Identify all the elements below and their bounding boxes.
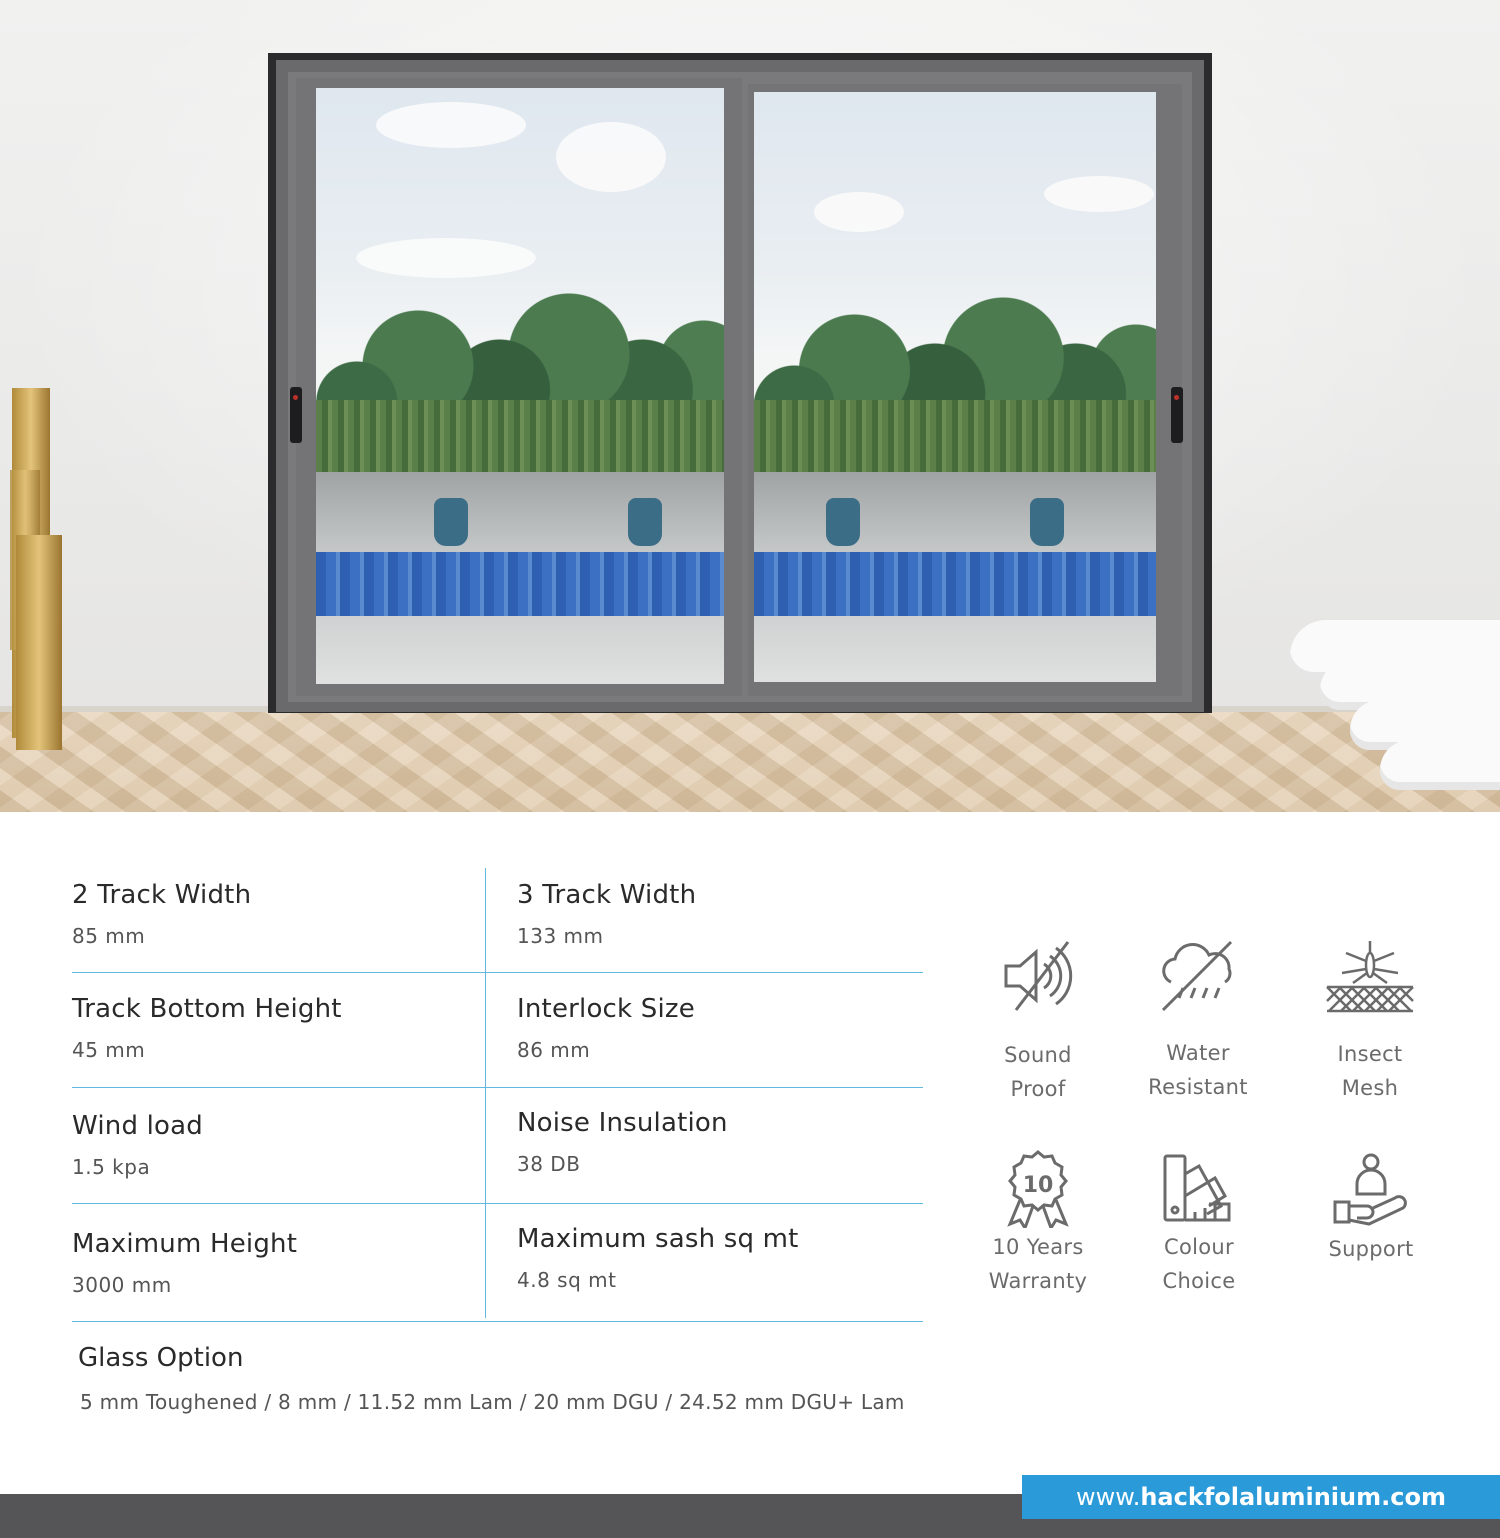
warranty-badge-icon [1000,1148,1076,1228]
feature-warranty [958,1148,1118,1298]
spec-value: 85 mm [72,924,146,948]
column-divider [485,868,486,1318]
spec-value: 45 mm [72,1038,146,1062]
cloud [376,102,526,148]
spec-label: 2 Track Width [72,880,252,910]
cloud [1044,176,1154,212]
spec-track-bottom-height [72,994,342,1062]
sound-proof-icon [998,940,1078,1012]
garden-wall [316,472,724,552]
row-divider [72,1321,923,1322]
spec-value: 38 DB [517,1152,581,1176]
spec-wind-load [72,1111,203,1179]
spec-2-track-width [72,880,251,948]
pool-deck [316,616,724,684]
pool-deck [754,616,1156,682]
spec-value: 86 mm [517,1038,591,1062]
spec-value: 3000 mm [72,1273,172,1297]
row-divider [72,972,923,973]
spec-label: 3 Track Width [517,880,697,910]
spec-label: Track Bottom Height [72,994,342,1024]
spec-noise-insulation [517,1108,728,1176]
website-url-prefix: www. [1076,1483,1141,1511]
glass-option-title: Glass Option [78,1343,244,1373]
insect-mesh-icon [1323,935,1417,1015]
hedge [316,400,724,472]
row-divider [72,1203,923,1204]
glass-pane-left [316,88,724,684]
row-divider [72,1087,923,1088]
feature-label: Sound Proof [1004,1043,1072,1101]
spec-label: Interlock Size [517,994,695,1024]
feature-insect-mesh [1290,935,1450,1105]
feature-support [1291,1150,1451,1266]
spec-maximum-sash [517,1224,799,1292]
feature-label: Colour Choice [1162,1235,1236,1293]
glass-pane-right [754,92,1156,682]
lounge-chair-part [1380,740,1500,790]
swimming-pool [316,552,724,616]
planter-pot [826,498,860,546]
herringbone-floor [0,708,1500,812]
swimming-pool [754,552,1156,616]
cloud [814,192,904,232]
feature-label: Support [1328,1237,1414,1261]
glass-option-value: 5 mm Toughened / 8 mm / 11.52 mm Lam / 20 mm DGU / 24.52 mm DGU+ Lam [80,1390,905,1414]
feature-label: 10 Years Warranty [988,1235,1088,1293]
feature-colour-choice [1119,1150,1279,1298]
spec-label: Maximum Height [72,1229,298,1259]
feature-label: Insect Mesh [1337,1042,1403,1100]
feature-water-resistant [1118,940,1278,1104]
spec-label: Maximum sash sq mt [517,1224,799,1254]
spec-value: 1.5 kpa [72,1155,151,1179]
door-handle-right [1171,387,1183,443]
website-link[interactable] [1022,1475,1500,1519]
support-hand-icon [1329,1150,1413,1228]
spec-value: 133 mm [517,924,604,948]
spec-maximum-height [72,1229,297,1297]
spec-interlock-size [517,994,695,1062]
door-handle-left [290,387,302,443]
feature-sound-proof [958,940,1118,1106]
website-url-domain: hackfolaluminium.com [1140,1483,1446,1511]
cloud [556,122,666,192]
decor-lamp-part [16,535,62,750]
colour-swatch-icon [1159,1150,1239,1226]
water-resistant-icon [1153,940,1243,1012]
planter-pot [628,498,662,546]
hedge [754,400,1156,472]
spec-label: Wind load [72,1111,203,1141]
spec-label: Noise Insulation [517,1108,728,1138]
planter-pot [1030,498,1064,546]
warranty-badge-number: 10 [1022,1173,1054,1198]
garden-wall [754,472,1156,552]
planter-pot [434,498,468,546]
spec-3-track-width [517,880,696,948]
spec-value: 4.8 sq mt [517,1268,617,1292]
feature-label: Water Resistant [1148,1041,1248,1099]
